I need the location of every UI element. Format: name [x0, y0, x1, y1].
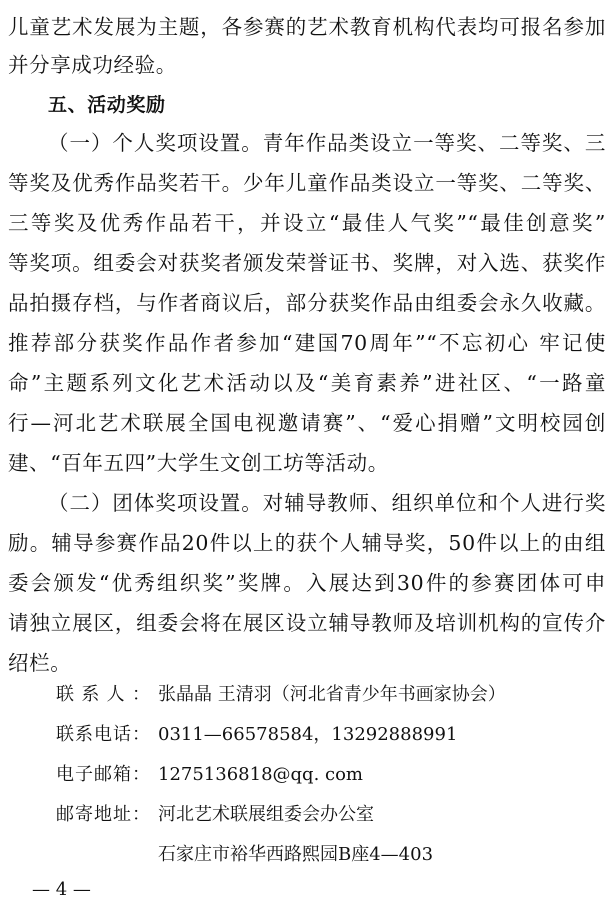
contact-address-label: 邮寄地址：: [56, 804, 150, 825]
group-award-line-3: 委会颁发“优秀组织奖”奖牌。入展达到30件的参赛团体可申: [8, 571, 606, 595]
group-award-line-2: 励。辅导参赛作品20件以上的获个人辅导奖，50件以上的由组: [8, 531, 606, 555]
individual-award-line-5: 品拍摄存档，与作者商议后，部分获奖作品由组委会永久收藏。: [8, 291, 606, 315]
section-title: 五、活动奖励: [48, 94, 166, 116]
individual-award-line-9: 建、“百年五四”大学生文创工坊等活动。: [8, 451, 389, 475]
contact-phone-label: 联系电话：: [56, 724, 150, 745]
intro-line-1: 儿童艺术发展为主题，各参赛的艺术教育机构代表均可报名参加: [8, 15, 606, 39]
contact-email-value: 1275136818@qq. com: [158, 764, 363, 785]
group-award-line-4: 请独立展区，组委会将在展区设立辅导教师及培训机构的宣传介: [8, 611, 606, 635]
contact-person-value: 张晶晶 王清羽（河北省青少年书画家协会）: [158, 684, 506, 705]
individual-award-line-3: 三等奖及优秀作品若干，并设立“最佳人气奖”“最佳创意奖”: [8, 211, 606, 235]
page-number: — 4 —: [32, 879, 91, 900]
individual-award-line-1: （一）个人奖项设置。青年作品类设立一等奖、二等奖、三: [48, 131, 606, 155]
contact-email-label: 电子邮箱：: [56, 764, 150, 785]
contact-person-label: 联系人：: [56, 684, 150, 705]
contact-phone-value: 0311—66578584，13292888991: [158, 724, 458, 745]
individual-award-line-7: 命”主题系列文化艺术活动以及“美育素养”进社区、“一路童: [8, 371, 606, 395]
group-award-line-1: （二）团体奖项设置。对辅导教师、组织单位和个人进行奖: [48, 491, 606, 515]
individual-award-line-6: 推荐部分获奖作品作者参加“建国70周年”“不忘初心 牢记使: [8, 331, 606, 355]
group-award-line-5: 绍栏。: [8, 651, 72, 675]
individual-award-line-8: 行—河北艺术联展全国电视邀请赛”、“爱心捐赠”文明校园创: [8, 411, 606, 435]
contact-address-line-1: 河北艺术联展组委会办公室: [158, 804, 374, 825]
contact-address-line-2: 石家庄市裕华西路熙园B座4—403: [158, 844, 434, 865]
individual-award-line-2: 等奖及优秀作品奖若干。少年儿童作品类设立一等奖、二等奖、: [8, 171, 606, 195]
individual-award-line-4: 等奖项。组委会对获奖者颁发荣誉证书、奖牌，对入选、获奖作: [8, 251, 606, 275]
intro-line-2: 并分享成功经验。: [8, 53, 177, 77]
